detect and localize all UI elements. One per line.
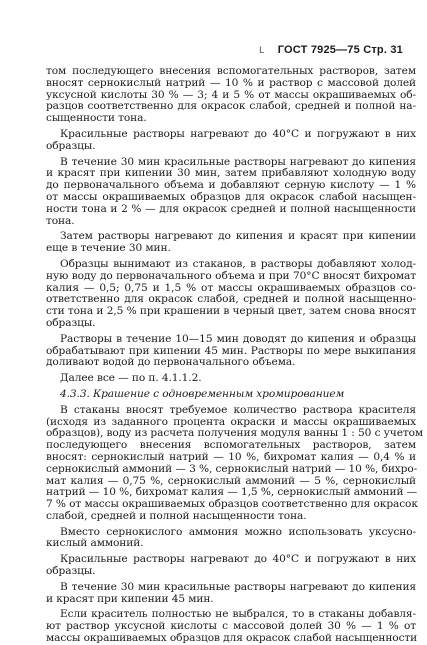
text-line: образцов), воду из расчета получения модуля ванны 1 : 50 с учетом <box>46 427 424 440</box>
text-line: образцы. <box>46 139 96 152</box>
text-line: ответственно для окрасок слабой, средней и полной насыщенно- <box>46 293 416 306</box>
text-line: (исходя из заданного процента окраски и массы окрашиваемых <box>46 415 416 428</box>
text-line: Красильные растворы нагревают до 40°С и погружают в них <box>60 553 416 566</box>
text-line: и красят при кипении 30 мин, затем прибавляют холодную воду <box>46 167 416 180</box>
text-line: 7 % от массы окрашиваемых образцов соответственно для окрасок <box>46 498 418 511</box>
text-line: массы окрашиваемых образцов для окрасок слабой насыщенности <box>46 632 418 645</box>
text-line: вносят сернокислый натрий — 10 % и раствор с массовой долей <box>46 76 416 89</box>
text-line: и красят при кипении 45 мин. <box>46 592 214 605</box>
text-line: последующего внесения вспомогательных растворов, затем <box>46 439 416 452</box>
paragraph <box>46 403 424 523</box>
text-line: от массы окрашиваемых образцов для окрасок слабой насыщен- <box>46 190 416 203</box>
text-line: еще в течение 30 мин. <box>46 242 171 255</box>
text-line: мат калия — 0,75 %, сернокислый аммоний — 5 %, сернокислый <box>46 474 416 487</box>
text-line: В стаканы вносят требуемое количество раствора красителя <box>60 403 416 416</box>
text-line: образцы. <box>46 565 96 578</box>
text-line: сернокислый аммоний — 3 %, сернокислый натрий — 10 %, бихро- <box>46 462 418 475</box>
page-mark: L <box>259 46 265 56</box>
text-line: тона. <box>46 214 75 227</box>
text-line: Растворы в течение 10—15 мин доводят до кипения и образцы <box>60 332 416 345</box>
text-line: Далее все — по п. 4.1.1.2. <box>60 372 202 385</box>
heading-text: 4.3.3. Крашение с одновременным хромированием <box>60 387 345 400</box>
text-line: до первоначального объема и добавляют серную кислоту — 1 % <box>46 179 416 192</box>
paragraph <box>46 334 416 369</box>
text-line: слабой, средней и полной насыщенности тона. <box>46 509 307 522</box>
paragraph <box>46 259 416 330</box>
text-line: Образцы вынимают из стаканов, в растворы добавляют холод- <box>60 257 416 270</box>
paragraph <box>46 66 416 125</box>
text-line: Если краситель полностью не выбрался, то в стаканы добавля- <box>60 608 416 621</box>
paragraph <box>46 527 416 551</box>
text-line: натрий — 10 %, бихромат калия — 1,5 %, сернокислый аммоний — <box>46 486 418 499</box>
text-line: ную воду до первоначального объема и при 70°С вносят бихромат <box>46 269 416 282</box>
text-line: сыщенности тона. <box>46 112 147 125</box>
text-line: Вместо сернокислого аммония можно использовать уксусно- <box>60 525 416 538</box>
section-heading <box>46 389 416 401</box>
text-line: обрабатывают при кипении 45 мин. Растворы по мере выкипания <box>46 344 416 357</box>
text-line: разцов соответственно для окрасок слабой, средней и полной на- <box>46 100 416 113</box>
text-line: кислый аммоний. <box>46 537 144 550</box>
paragraph <box>46 554 416 578</box>
text-line: Красильные растворы нагревают до 40°С и погружают в них <box>60 127 416 140</box>
text-line: ности тона и 2 % — для окрасок средней и полной насыщенности <box>46 202 416 215</box>
text-line: сти тона и 2,5 % при крашении в черный цвет, затем снова вносят <box>46 305 416 318</box>
paragraph <box>46 157 416 228</box>
text-line: доливают водой до первоначального объема. <box>46 356 296 369</box>
text-line: В течение 30 мин красильные растворы нагревают до кипения <box>60 580 416 593</box>
text-line: вносят: сернокислый натрий — 10 %, бихромат калия — 0,4 % и <box>46 450 416 463</box>
text-line: образцы. <box>46 316 96 329</box>
text-line: калия — 0,5; 0,75 и 1,5 % от массы окрашиваемых образцов со- <box>46 281 416 294</box>
text-line: уксусной кислоты 30 % — 3; 4 и 5 % от массы окрашиваемых об- <box>46 88 416 101</box>
text-line: том последующего внесения вспомогательных растворов, затем <box>46 65 416 77</box>
text-line: В течение 30 мин красильные растворы нагревают до кипения <box>60 155 416 168</box>
text-line: Затем растворы нагревают до кипения и красят при кипении <box>60 230 416 243</box>
paragraph <box>46 582 416 606</box>
paragraph <box>46 373 416 385</box>
paragraph <box>46 231 416 255</box>
paragraph <box>46 129 416 153</box>
text-line: ют раствор уксусной кислоты с массовой долей 30 % — 1 % от <box>46 620 416 633</box>
body-text <box>46 65 424 645</box>
paragraph <box>46 609 416 644</box>
page-header: ГОСТ 7925—75 Стр. 31 <box>277 44 403 56</box>
